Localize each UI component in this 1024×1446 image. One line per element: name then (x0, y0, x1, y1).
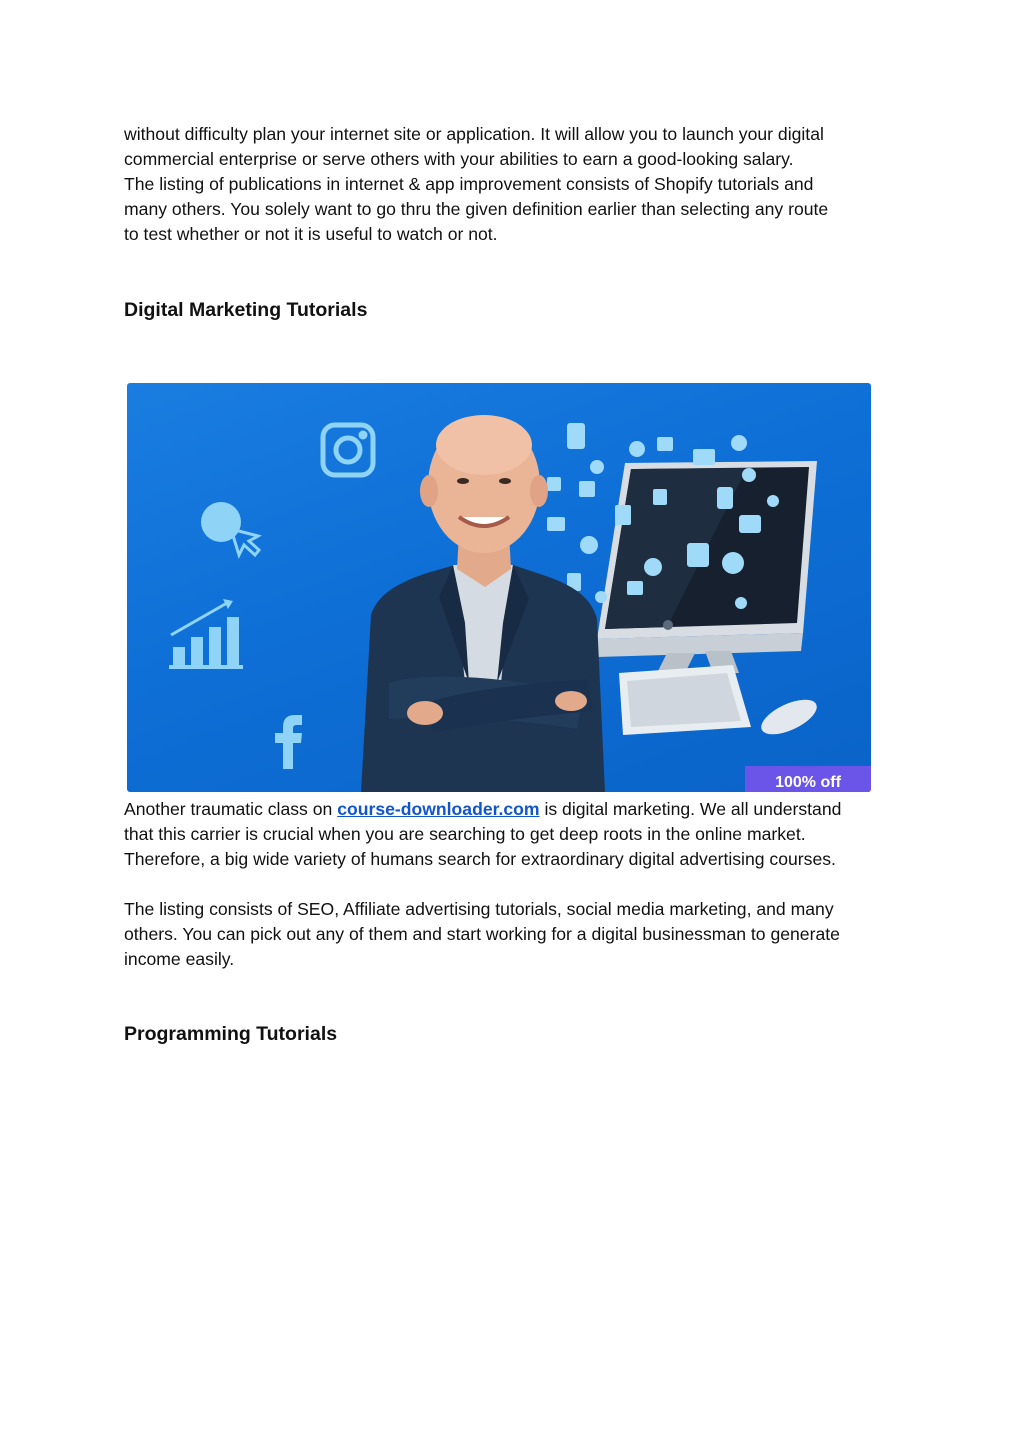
dm-p1-after-link: is digital marketing. We all understand (539, 799, 842, 819)
dm-p1-before-link: Another traumatic class on (124, 799, 338, 819)
intro-line-3: The listing of publications in internet & app improvement consists of Shopify tutorials and (124, 174, 814, 194)
digital-marketing-paragraph-2 (124, 897, 904, 972)
dm-p2-line-1: The listing consists of SEO, Affiliate advertising tutorials, social media marketing, and many (124, 899, 834, 919)
intro-line-1: without difficulty plan your internet site or application. It will allow you to launch your digital (124, 124, 824, 144)
cursor-click-icon (201, 502, 259, 555)
dm-p1-line-3: Therefore, a big wide variety of humans search for extraordinary digital advertising courses. (124, 849, 836, 869)
mouse-icon (756, 693, 821, 742)
presenter-person (361, 415, 605, 792)
dm-p1-line-2: that this carrier is crucial when you are searching to get deep roots in the online market. (124, 824, 806, 844)
discount-badge: 100% off (745, 766, 871, 792)
digital-marketing-image (127, 383, 871, 792)
dm-p2-line-3: income easily. (124, 949, 235, 969)
digital-marketing-heading: Digital Marketing Tutorials (124, 299, 368, 321)
computer-monitor-icon (597, 461, 817, 677)
facebook-icon (275, 715, 302, 769)
dm-p1-line-1 (124, 797, 904, 822)
digital-marketing-paragraph-1 (124, 797, 904, 872)
intro-line-4: many others. You solely want to go thru the given definition earlier than selecting any route (124, 199, 829, 219)
digital-marketing-illustration (127, 383, 871, 792)
course-downloader-link[interactable]: course-downloader.com (337, 799, 540, 819)
growth-chart-icon (169, 599, 243, 669)
keyboard-icon (619, 665, 751, 735)
dm-p2-line-2: others. You can pick out any of them and start working for a digital businessman to generate (124, 924, 840, 944)
intro-paragraph (124, 122, 904, 247)
intro-line-2: commercial enterprise or serve others with your abilities to earn a good-looking salary. (124, 149, 794, 169)
intro-line-5: to test whether or not it is useful to watch or not. (124, 224, 498, 244)
instagram-icon (323, 425, 373, 475)
programming-heading: Programming Tutorials (124, 1023, 338, 1045)
